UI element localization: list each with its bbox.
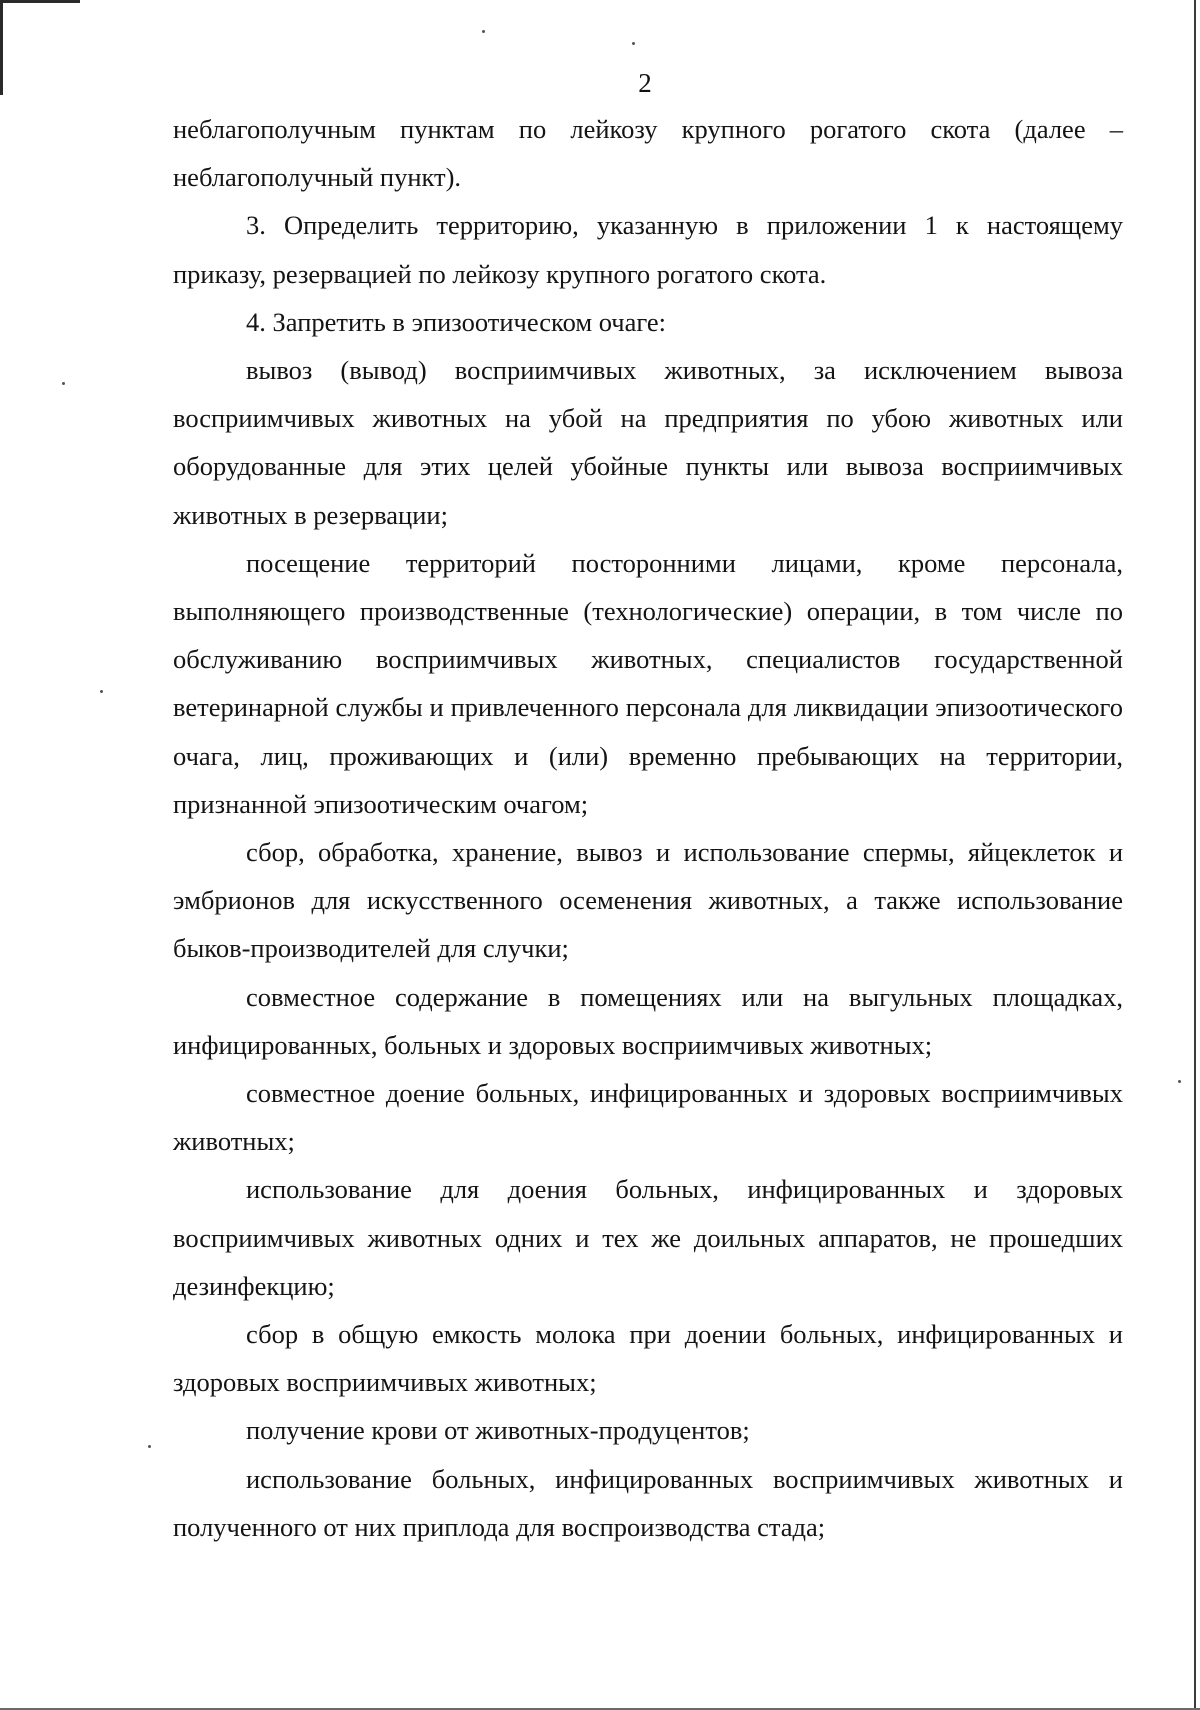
paragraph-ban-joint-keeping: совместное содержание в помещениях или на выгульных площадках, инфицированных, больных и здоровых восприимчивых животных; bbox=[173, 981, 1123, 1060]
paragraph-ban-milk-collection: сбор в общую емкость молока при доении больных, инфицированных и здоровых восприимчивых животных; bbox=[173, 1319, 1123, 1398]
paragraph-item-3: 3. Определить территорию, указанную в приложении 1 к настоящему приказу, резервацией по лейкозу крупного рогатого скота. bbox=[173, 210, 1123, 289]
paragraph-ban-milking-machines: использование для доения больных, инфицированных и здоровых восприимчивых животных одних и тех же доильных аппаратов, не прошедших дезинфекцию; bbox=[173, 1174, 1123, 1301]
paragraph-ban-removal: вывоз (вывод) восприимчивых животных, за исключением вывоза восприимчивых животных на убой на предприятия по убою животных или оборудованные для этих целей убойные пункты или вывоза восприимчивых животных в резервации; bbox=[173, 355, 1123, 530]
scan-speck bbox=[100, 690, 103, 693]
paragraph-continuation: неблагополучным пунктам по лейкозу крупного рогатого скота (далее – неблагополучный пункт). bbox=[173, 114, 1123, 193]
scan-edge-right bbox=[1194, 0, 1196, 1710]
paragraph-ban-joint-milking: совместное доение больных, инфицированных и здоровых восприимчивых животных; bbox=[173, 1078, 1123, 1157]
scan-speck bbox=[1178, 1080, 1181, 1083]
scan-speck bbox=[482, 30, 485, 33]
document-body bbox=[173, 105, 1123, 1551]
scan-speck bbox=[62, 382, 65, 385]
paragraph-ban-blood: получение крови от животных-продуцентов; bbox=[246, 1415, 750, 1446]
paragraph-ban-sperm: сбор, обработка, хранение, вывоз и использование спермы, яйцеклеток и эмбрионов для искусственного осеменения животных, а также использование быков-производителей для случки; bbox=[173, 837, 1123, 964]
scan-edge-top bbox=[0, 0, 80, 3]
paragraph-item-4: 4. Запретить в эпизоотическом очаге: bbox=[246, 306, 667, 337]
scan-speck bbox=[148, 1445, 151, 1448]
paragraph-ban-visits: посещение территорий посторонними лицами, кроме персонала, выполняющего производственные (технологические) операции, в том числе по обслуживанию восприимчивых животных, специалистов государственной ветеринарной службы и привлеченного персонала для ликвидации эпизоотического очага, лиц, проживающих и (или) временно пребывающих на территории, признанной эпизоотическим очагом; bbox=[173, 547, 1123, 819]
page-number: 2 bbox=[638, 68, 652, 98]
paragraph-ban-reproduction: использование больных, инфицированных восприимчивых животных и полученного от них приплода для воспроизводства стада; bbox=[173, 1463, 1123, 1542]
scan-speck bbox=[632, 42, 635, 45]
